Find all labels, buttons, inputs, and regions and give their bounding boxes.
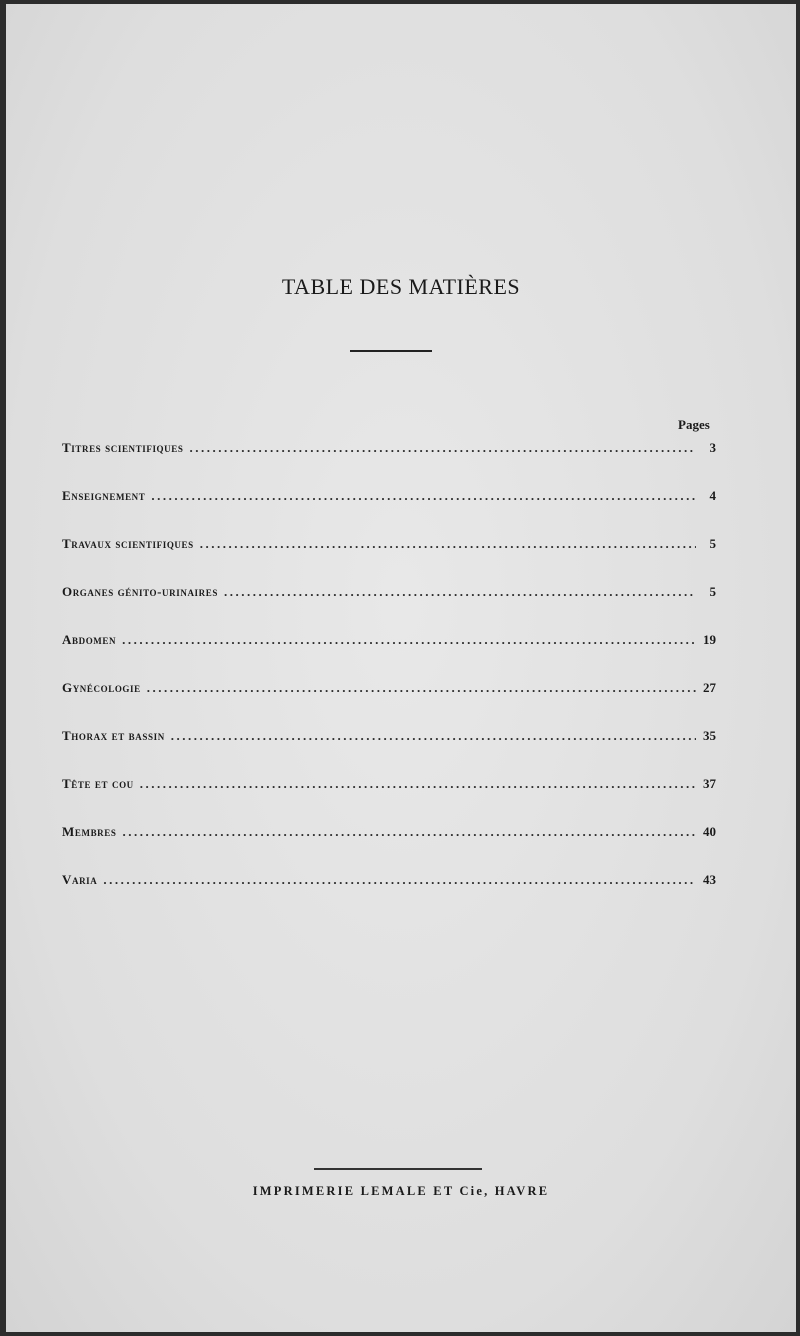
toc-entry-title: Gynécologie <box>62 680 141 695</box>
toc-leader-dots <box>224 584 696 600</box>
toc-entry <box>62 680 716 728</box>
toc-entry-title: Travaux scientifiques <box>62 536 194 551</box>
toc-leader-dots <box>140 776 696 792</box>
toc-leader-dots <box>103 872 696 888</box>
pages-column-label: Pages <box>678 417 710 432</box>
toc-entry-page: 37 <box>703 776 716 791</box>
toc-entry-page: 19 <box>703 632 716 647</box>
toc-entry-title: Varia <box>62 872 98 887</box>
toc-leader-dots <box>151 488 696 504</box>
toc-leader-dots <box>200 536 696 552</box>
toc-entry-title: Tête et cou <box>62 776 134 791</box>
printer-imprint: IMPRIMERIE LEMALE ET Cie, HAVRE <box>252 1184 550 1198</box>
toc-leader-dots <box>122 632 696 648</box>
toc-leader-dots <box>147 680 696 696</box>
toc-entry-page: 27 <box>703 680 716 695</box>
toc-entry <box>62 728 716 776</box>
page-title: TABLE DES MATIÈRES <box>281 274 521 299</box>
toc-entry-title: Organes génito-urinaires <box>62 584 218 599</box>
toc-leader-dots <box>122 824 696 840</box>
toc-entry-page: 4 <box>709 488 716 503</box>
toc-entry-title: Titres scientifiques <box>62 440 184 455</box>
toc-entry <box>62 872 716 920</box>
toc-entry-title: Abdomen <box>62 632 117 647</box>
document-page <box>6 4 796 1332</box>
title-divider <box>350 350 432 352</box>
printer-divider <box>314 1168 482 1170</box>
toc-entry-page: 40 <box>703 824 716 839</box>
toc-entry-title: Thorax et bassin <box>62 728 165 743</box>
toc-entry-page: 5 <box>709 584 716 599</box>
toc-entry <box>62 536 716 584</box>
toc-entry-title: Enseignement <box>62 488 146 503</box>
table-of-contents <box>62 440 716 920</box>
toc-entry <box>62 824 716 872</box>
toc-entry <box>62 440 716 488</box>
toc-leader-dots <box>189 440 696 456</box>
toc-entry <box>62 488 716 536</box>
toc-entry-page: 3 <box>709 440 716 455</box>
toc-entry <box>62 632 716 680</box>
toc-entry <box>62 776 716 824</box>
toc-entry <box>62 584 716 632</box>
toc-entry-page: 5 <box>709 536 716 551</box>
toc-entry-title: Membres <box>62 824 117 839</box>
toc-entry-page: 43 <box>703 872 716 887</box>
toc-leader-dots <box>171 728 696 744</box>
toc-entry-page: 35 <box>703 728 716 743</box>
